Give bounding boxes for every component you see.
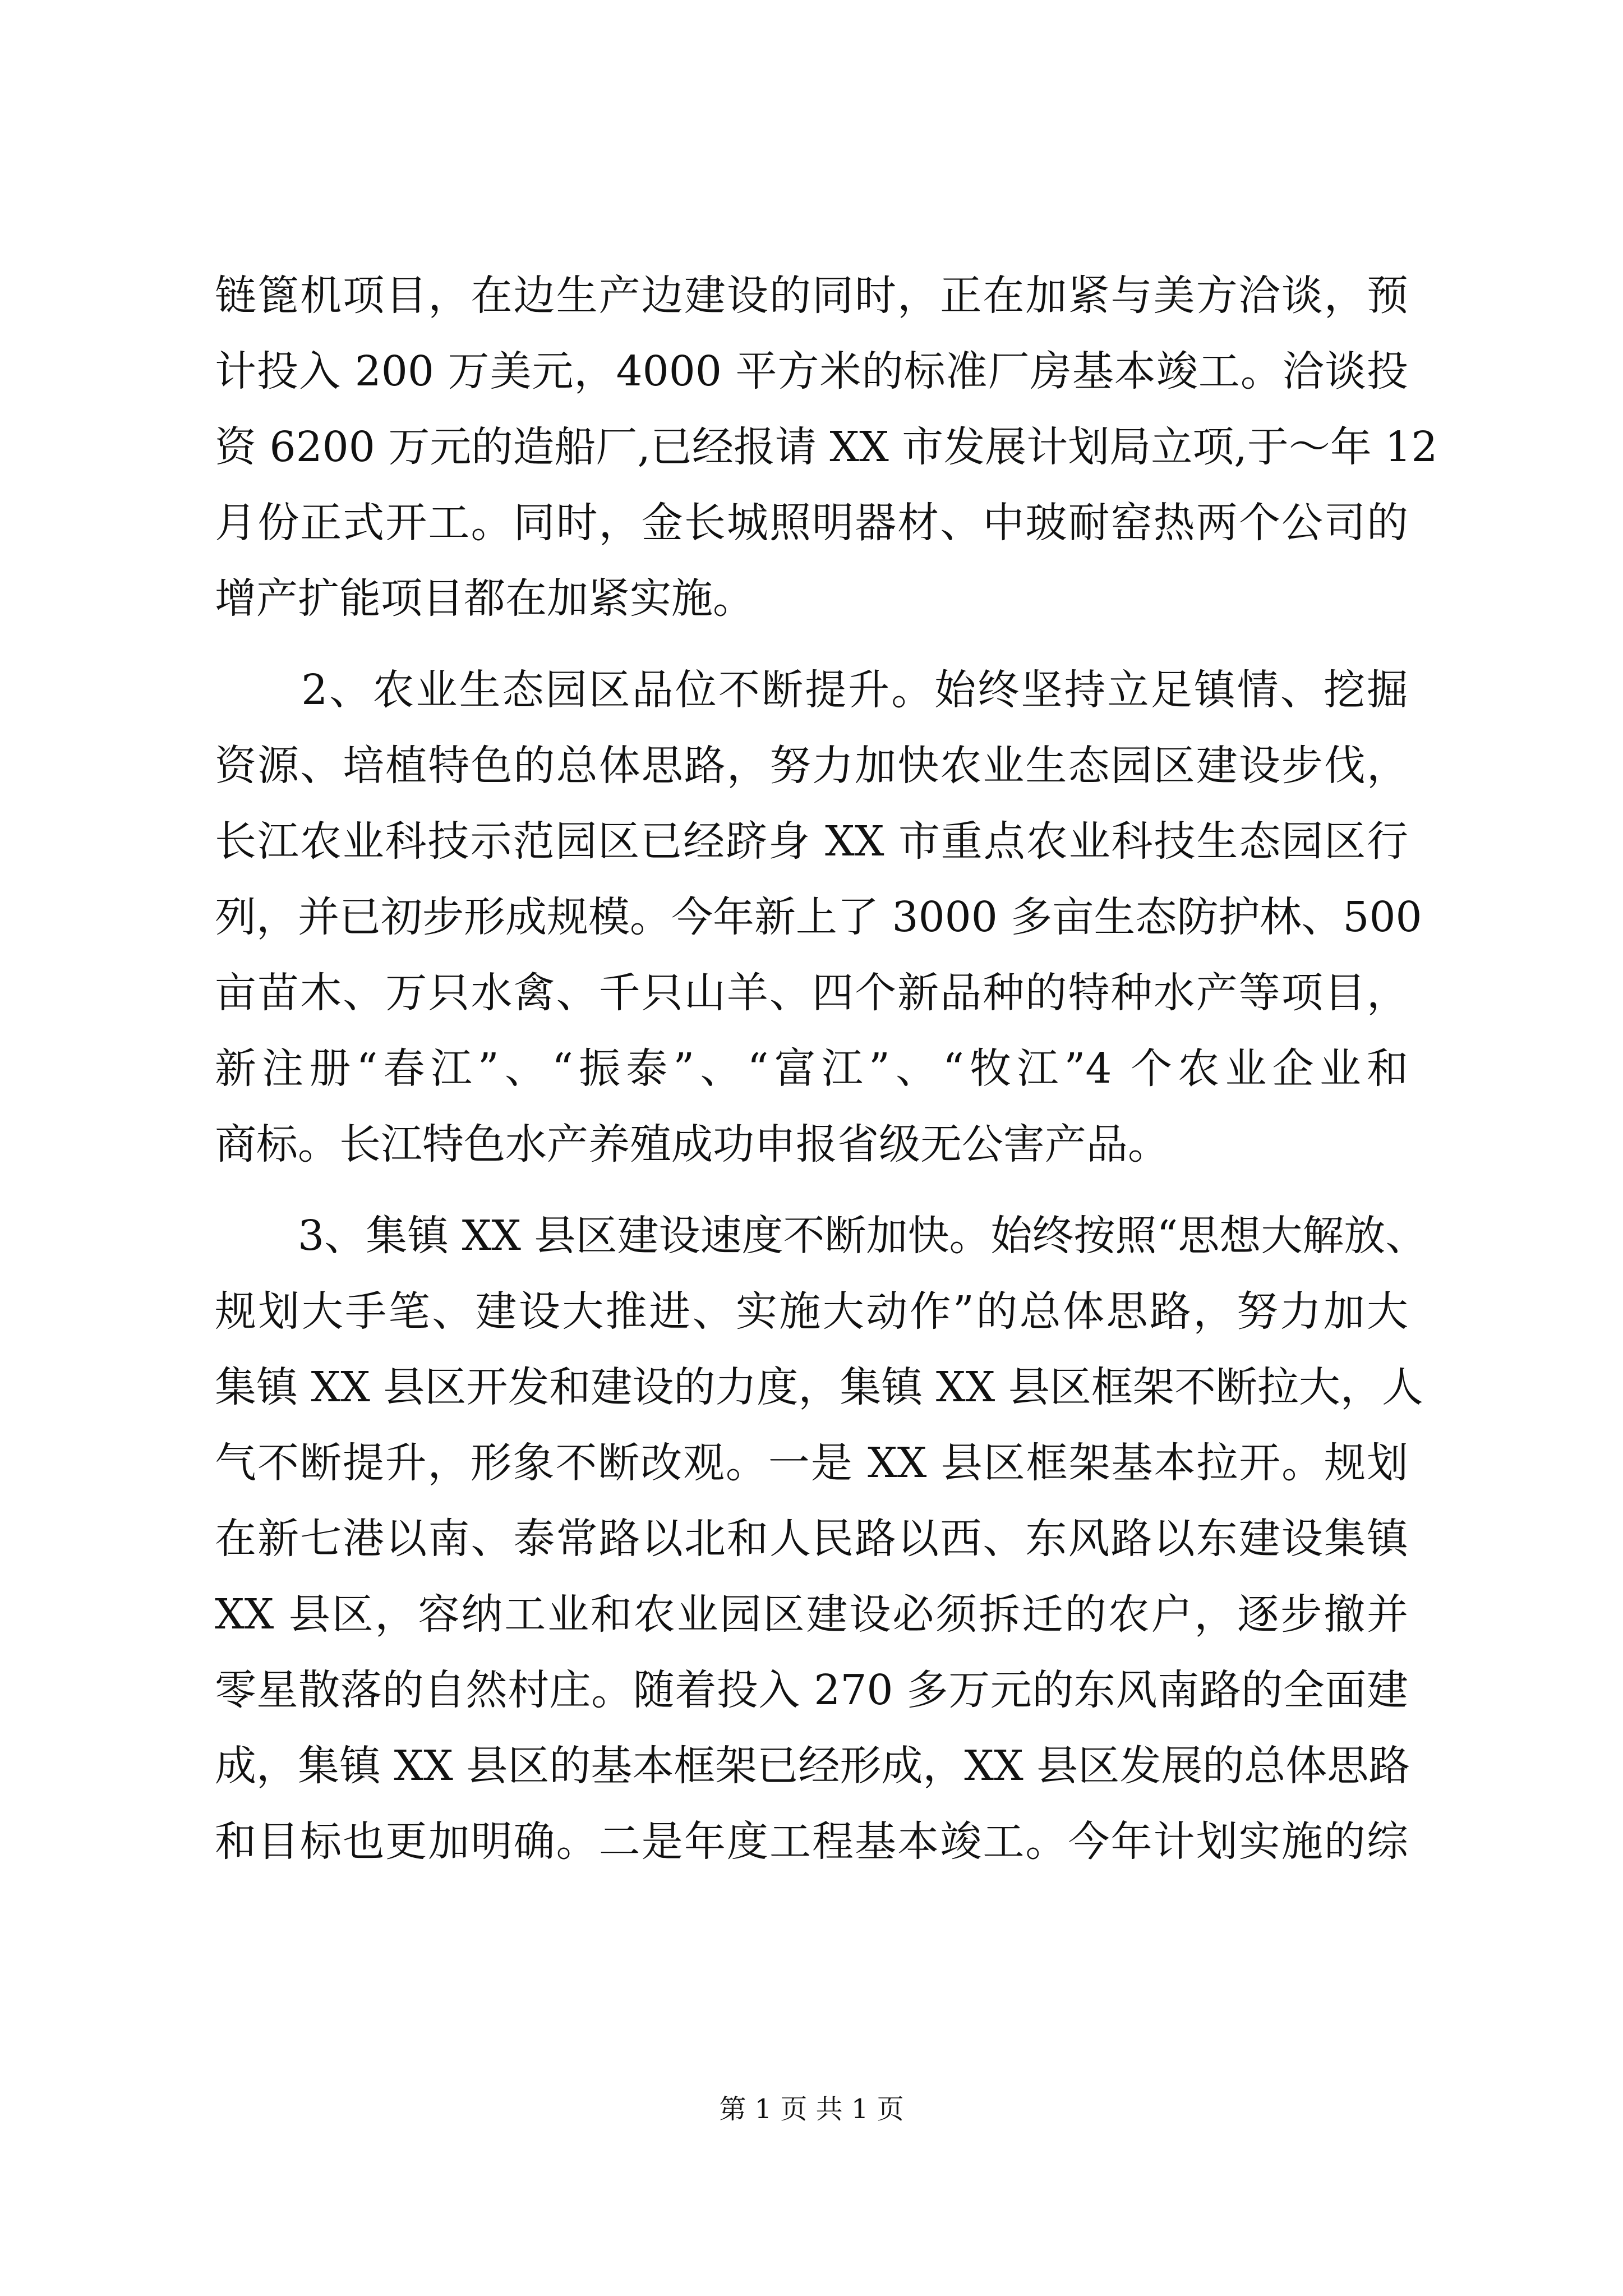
text-line: 计投入 200 万美元，4000 平方米的标准厂房基本竣工。洽谈投 xyxy=(215,347,1408,395)
text-line: 增产扩能项目都在加紧实施。 xyxy=(215,574,754,623)
paragraph-2 xyxy=(215,652,1422,1182)
page-footer: 第 1 页 共 1 页 xyxy=(719,2093,904,2125)
text-line: 月份正式开工。同时，金长城照明器材、中玻耐窑热两个公司的 xyxy=(215,499,1408,547)
paragraph-1 xyxy=(215,258,1438,637)
text-line: 在新七港以南、泰常路以北和人民路以西、东风路以东建设集镇 xyxy=(215,1515,1408,1563)
paragraph-spacer xyxy=(215,637,1408,652)
text-line: 长江农业科技示范园区已经跻身 XX 市重点农业科技生态园区行 xyxy=(215,817,1408,866)
text-line: 资 6200 万元的造船厂,已经报请 XX 市发展计划局立项,于～年 12 xyxy=(215,423,1438,471)
text-line: 亩苗木、万只水禽、千只山羊、四个新品种的特种水产等项目， xyxy=(215,969,1408,1017)
text-line: 规划大手笔、建设大推进、实施大动作”的总体思路，努力加大 xyxy=(215,1287,1408,1336)
text-line: 列，并已初步形成规模。今年新上了 3000 多亩生态防护林、500 xyxy=(215,893,1422,941)
text-line: 零星散落的自然村庄。随着投入 270 多万元的东风南路的全面建 xyxy=(215,1666,1408,1714)
text-line: 集镇 XX 县区开发和建设的力度，集镇 XX 县区框架不断拉大，人 xyxy=(215,1363,1423,1411)
text-line: 成，集镇 XX 县区的基本框架已经形成，XX 县区发展的总体思路 xyxy=(215,1742,1410,1790)
text-line: 资源、培植特色的总体思路，努力加快农业生态园区建设步伐， xyxy=(215,742,1408,790)
paragraph-3 xyxy=(215,1198,1427,1880)
text-line: 新注册“春江”、“振泰”、“富江”、“牧江”4 个农业企业和 xyxy=(215,1045,1408,1093)
paragraph-spacer xyxy=(215,1182,1408,1198)
text-line: 2、农业生态园区品位不断提升。始终坚持立足镇情、挖掘 xyxy=(215,666,1408,714)
document-body xyxy=(215,258,1438,1880)
text-line: 3、集镇 XX 县区建设速度不断加快。始终按照“思想大解放、 xyxy=(215,1212,1427,1260)
text-line: 和目标也更加明确。二是年度工程基本竣工。今年计划实施的综 xyxy=(215,1818,1408,1866)
text-line: XX 县区，容纳工业和农业园区建设必须拆迁的农户，逐步撤并 xyxy=(215,1590,1408,1639)
text-line: 气不断提升，形象不断改观。一是 XX 县区框架基本拉开。规划 xyxy=(215,1439,1408,1487)
text-line: 商标。长江特色水产养殖成功申报省级无公害产品。 xyxy=(215,1120,1169,1168)
text-line: 链篦机项目，在边生产边建设的同时，正在加紧与美方洽谈，预 xyxy=(215,272,1408,320)
